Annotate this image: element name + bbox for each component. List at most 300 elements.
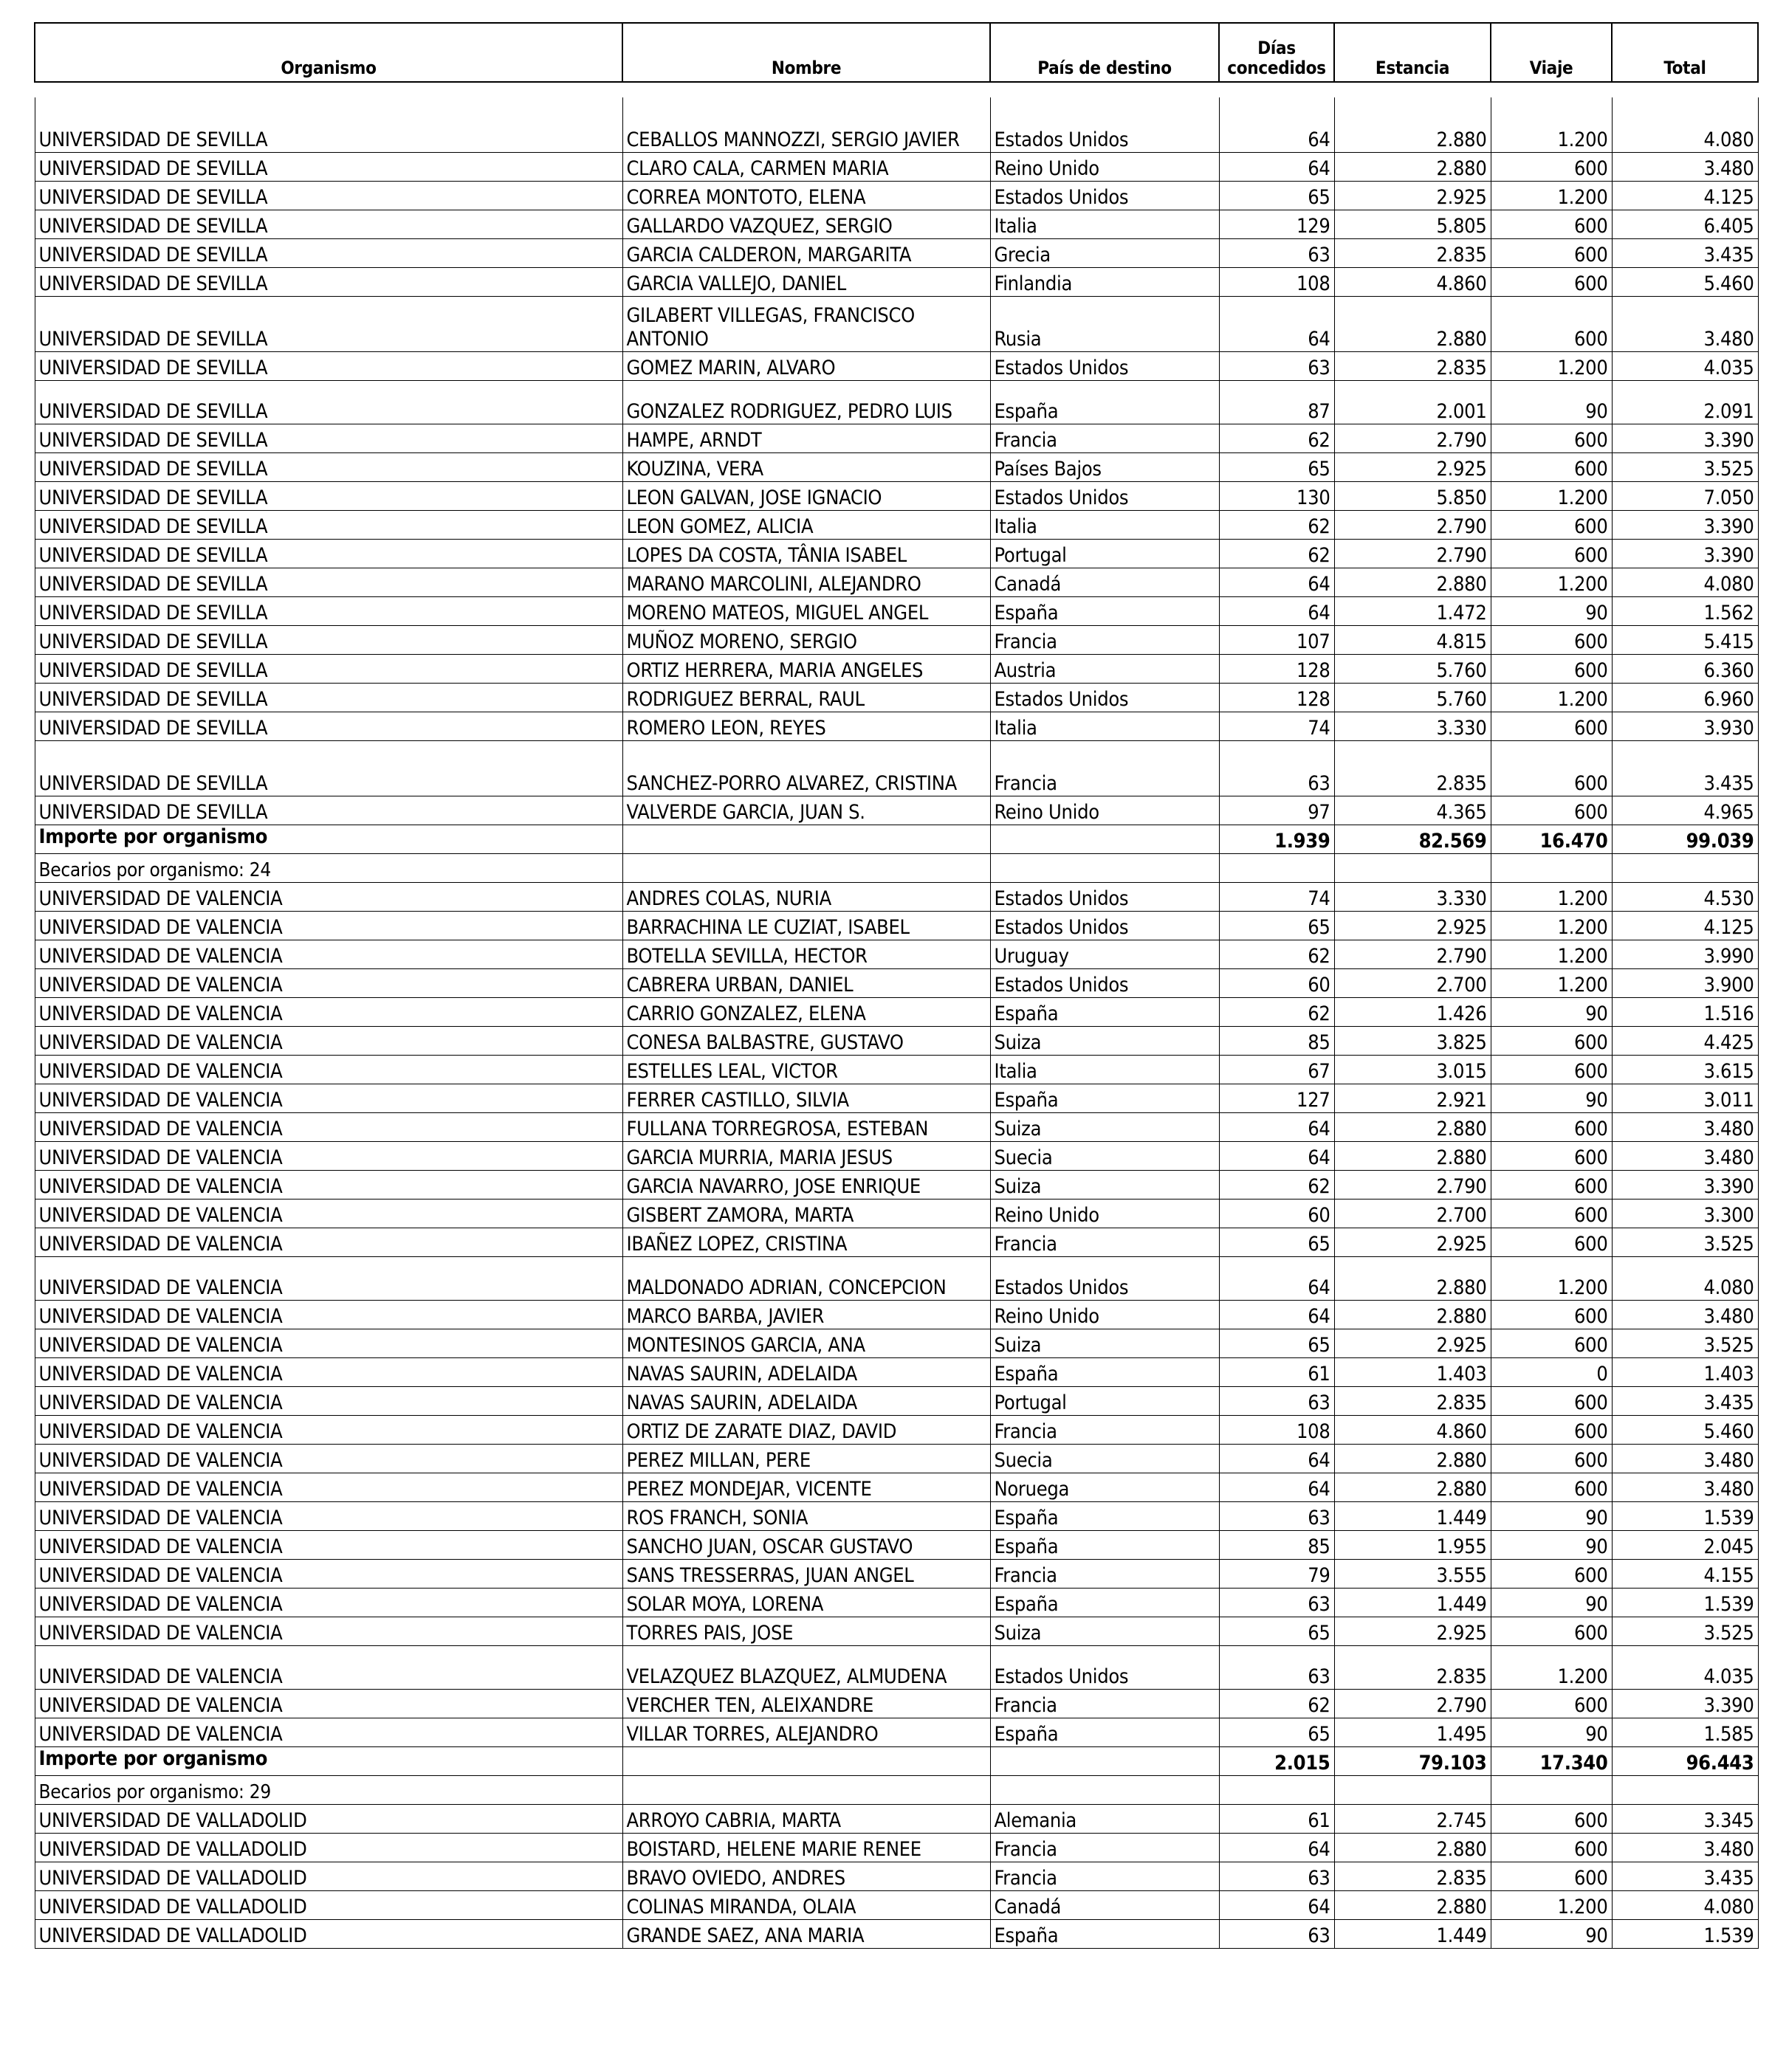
total-cell: 3.390 (1612, 1171, 1758, 1200)
viaje-cell: 1.200 (1491, 482, 1612, 511)
nombre-cell: KOUZINA, VERA (622, 453, 990, 482)
dias-cell: 63 (1219, 239, 1334, 268)
total-cell: 96.443 (1612, 1747, 1758, 1776)
pais-cell: Estados Unidos (990, 883, 1219, 912)
total-cell: 3.480 (1612, 1142, 1758, 1171)
table-row (35, 1445, 1758, 1473)
dias-cell: 64 (1219, 1891, 1334, 1920)
nombre-cell: ROMERO LEON, REYES (622, 712, 990, 741)
viaje-cell (1491, 1776, 1612, 1805)
pais-cell: España (990, 1502, 1219, 1531)
organismo-cell: UNIVERSIDAD DE VALENCIA (35, 1617, 622, 1646)
table-row (35, 998, 1758, 1027)
organismo-cell: UNIVERSIDAD DE VALENCIA (35, 1084, 622, 1113)
pais-cell: Suiza (990, 1329, 1219, 1358)
table-row (35, 453, 1758, 482)
total-cell: 7.050 (1612, 482, 1758, 511)
organismo-cell: UNIVERSIDAD DE SEVILLA (35, 626, 622, 655)
table-row (35, 1228, 1758, 1257)
viaje-cell: 600 (1491, 1056, 1612, 1084)
nombre-cell: MALDONADO ADRIAN, CONCEPCION (622, 1257, 990, 1301)
table-row (35, 1502, 1758, 1531)
viaje-cell: 1.200 (1491, 568, 1612, 597)
organismo-cell: UNIVERSIDAD DE VALENCIA (35, 883, 622, 912)
viaje-cell (1491, 854, 1612, 883)
total-cell: 3.390 (1612, 511, 1758, 540)
pais-cell: España (990, 1589, 1219, 1617)
pais-cell: Estados Unidos (990, 912, 1219, 940)
organismo-cell: UNIVERSIDAD DE SEVILLA (35, 712, 622, 741)
table-row (35, 1416, 1758, 1445)
nombre-cell: GARCIA VALLEJO, DANIEL (622, 268, 990, 297)
table-row (35, 1387, 1758, 1416)
nombre-cell: SANS TRESSERRAS, JUAN ANGEL (622, 1560, 990, 1589)
estancia-cell: 2.835 (1334, 1387, 1491, 1416)
organismo-cell: UNIVERSIDAD DE SEVILLA (35, 182, 622, 210)
estancia-cell: 2.880 (1334, 1113, 1491, 1142)
nombre-cell: LEON GALVAN, JOSE IGNACIO (622, 482, 990, 511)
total-cell: 3.390 (1612, 424, 1758, 453)
viaje-cell: 600 (1491, 1805, 1612, 1834)
table-row (35, 940, 1758, 969)
pais-cell: Alemania (990, 1805, 1219, 1834)
dias-cell: 64 (1219, 297, 1334, 352)
viaje-cell: 600 (1491, 153, 1612, 182)
pais-cell: Austria (990, 655, 1219, 684)
pais-cell (990, 825, 1219, 854)
table-row (35, 1617, 1758, 1646)
nombre-cell: MORENO MATEOS, MIGUEL ANGEL (622, 597, 990, 626)
estancia-cell: 4.860 (1334, 1416, 1491, 1445)
total-cell: 3.900 (1612, 969, 1758, 998)
pais-cell: España (990, 1718, 1219, 1747)
viaje-cell: 600 (1491, 1113, 1612, 1142)
estancia-cell: 2.700 (1334, 969, 1491, 998)
organismo-cell: UNIVERSIDAD DE SEVILLA (35, 153, 622, 182)
estancia-cell: 4.815 (1334, 626, 1491, 655)
total-cell: 3.480 (1612, 153, 1758, 182)
header-viaje: Viaje (1491, 23, 1612, 82)
table-row (35, 511, 1758, 540)
table-row (35, 297, 1758, 352)
pais-cell: Suiza (990, 1617, 1219, 1646)
estancia-cell: 2.880 (1334, 97, 1491, 153)
organismo-cell: UNIVERSIDAD DE VALENCIA (35, 1027, 622, 1056)
total-cell: 3.525 (1612, 1329, 1758, 1358)
header-nombre: Nombre (622, 23, 990, 82)
dias-cell: 64 (1219, 1257, 1334, 1301)
viaje-cell: 600 (1491, 1445, 1612, 1473)
total-cell: 3.435 (1612, 1387, 1758, 1416)
organismo-cell: UNIVERSIDAD DE SEVILLA (35, 268, 622, 297)
nombre-cell: CARRIO GONZALEZ, ELENA (622, 998, 990, 1027)
estancia-cell: 1.426 (1334, 998, 1491, 1027)
viaje-cell: 600 (1491, 540, 1612, 568)
total-cell: 3.615 (1612, 1056, 1758, 1084)
viaje-cell: 600 (1491, 1834, 1612, 1862)
estancia-cell: 2.925 (1334, 453, 1491, 482)
pais-cell: Canadá (990, 568, 1219, 597)
nombre-cell: MUÑOZ MORENO, SERGIO (622, 626, 990, 655)
total-cell: 4.035 (1612, 352, 1758, 381)
estancia-cell: 2.880 (1334, 1257, 1491, 1301)
viaje-cell: 600 (1491, 1027, 1612, 1056)
viaje-cell: 1.200 (1491, 352, 1612, 381)
viaje-cell: 600 (1491, 626, 1612, 655)
viaje-cell: 1.200 (1491, 912, 1612, 940)
organismo-cell: UNIVERSIDAD DE VALENCIA (35, 1228, 622, 1257)
dias-cell: 62 (1219, 1171, 1334, 1200)
estancia-cell: 2.880 (1334, 297, 1491, 352)
viaje-cell: 1.200 (1491, 1891, 1612, 1920)
estancia-cell: 2.880 (1334, 1301, 1491, 1329)
total-cell: 4.125 (1612, 182, 1758, 210)
estancia-cell: 1.495 (1334, 1718, 1491, 1747)
viaje-cell: 1.200 (1491, 1257, 1612, 1301)
pais-cell: Suiza (990, 1113, 1219, 1142)
viaje-cell: 90 (1491, 1502, 1612, 1531)
estancia-cell: 2.925 (1334, 182, 1491, 210)
table-row (35, 568, 1758, 597)
table-row (35, 268, 1758, 297)
dias-cell: 64 (1219, 597, 1334, 626)
organismo-cell: Importe por organismo (35, 1747, 622, 1776)
viaje-cell: 1.200 (1491, 684, 1612, 712)
estancia-cell (1334, 1776, 1491, 1805)
viaje-cell: 600 (1491, 1200, 1612, 1228)
total-cell: 3.930 (1612, 712, 1758, 741)
dias-cell (1219, 1776, 1334, 1805)
pais-cell: Francia (990, 424, 1219, 453)
viaje-cell: 90 (1491, 1718, 1612, 1747)
nombre-cell: SANCHO JUAN, OSCAR GUSTAVO (622, 1531, 990, 1560)
estancia-cell: 2.880 (1334, 1445, 1491, 1473)
pais-cell: Francia (990, 626, 1219, 655)
organismo-cell: UNIVERSIDAD DE SEVILLA (35, 540, 622, 568)
estancia-cell: 2.925 (1334, 1228, 1491, 1257)
dias-cell: 64 (1219, 1142, 1334, 1171)
estancia-cell: 2.835 (1334, 239, 1491, 268)
pais-cell: Italia (990, 210, 1219, 239)
pais-cell: Francia (990, 1834, 1219, 1862)
pais-cell: Estados Unidos (990, 352, 1219, 381)
nombre-cell: SOLAR MOYA, LORENA (622, 1589, 990, 1617)
nombre-cell: VERCHER TEN, ALEIXANDRE (622, 1690, 990, 1718)
organismo-cell: UNIVERSIDAD DE VALENCIA (35, 998, 622, 1027)
estancia-cell (1334, 854, 1491, 883)
dias-cell: 87 (1219, 381, 1334, 424)
dias-cell: 65 (1219, 1617, 1334, 1646)
organismo-cell: UNIVERSIDAD DE VALENCIA (35, 1473, 622, 1502)
table-row (35, 712, 1758, 741)
table-body (35, 97, 1758, 1949)
table-row (35, 540, 1758, 568)
pais-cell (990, 1776, 1219, 1805)
organismo-cell: UNIVERSIDAD DE VALENCIA (35, 1257, 622, 1301)
dias-cell: 62 (1219, 511, 1334, 540)
organismo-cell: UNIVERSIDAD DE SEVILLA (35, 568, 622, 597)
total-cell: 3.435 (1612, 1862, 1758, 1891)
table-row (35, 97, 1758, 153)
estancia-cell: 2.835 (1334, 1646, 1491, 1690)
organismo-total-row (35, 1747, 1758, 1776)
pais-cell: Estados Unidos (990, 182, 1219, 210)
nombre-cell: VALVERDE GARCIA, JUAN S. (622, 796, 990, 825)
dias-cell: 64 (1219, 1113, 1334, 1142)
viaje-cell: 600 (1491, 1862, 1612, 1891)
organismo-cell: UNIVERSIDAD DE SEVILLA (35, 297, 622, 352)
total-cell: 99.039 (1612, 825, 1758, 854)
estancia-cell: 1.403 (1334, 1358, 1491, 1387)
total-cell (1612, 1776, 1758, 1805)
dias-cell: 60 (1219, 969, 1334, 998)
nombre-cell: GISBERT ZAMORA, MARTA (622, 1200, 990, 1228)
table-row (35, 1171, 1758, 1200)
organismo-cell: Becarios por organismo: 24 (35, 854, 622, 883)
table-row (35, 1920, 1758, 1949)
total-cell: 3.390 (1612, 1690, 1758, 1718)
estancia-cell: 3.330 (1334, 883, 1491, 912)
header-pais: País de destino (990, 23, 1219, 82)
table-row (35, 1056, 1758, 1084)
total-cell: 4.080 (1612, 568, 1758, 597)
total-cell: 3.480 (1612, 1301, 1758, 1329)
estancia-cell: 3.015 (1334, 1056, 1491, 1084)
nombre-cell (622, 825, 990, 854)
nombre-cell: CLARO CALA, CARMEN MARIA (622, 153, 990, 182)
pais-cell: Estados Unidos (990, 482, 1219, 511)
dias-cell: 107 (1219, 626, 1334, 655)
nombre-cell: PEREZ MONDEJAR, VICENTE (622, 1473, 990, 1502)
estancia-cell: 2.790 (1334, 1690, 1491, 1718)
nombre-cell: ROS FRANCH, SONIA (622, 1502, 990, 1531)
dias-cell: 65 (1219, 1228, 1334, 1257)
organismo-cell: UNIVERSIDAD DE VALLADOLID (35, 1862, 622, 1891)
header-spacer (35, 82, 1758, 97)
nombre-cell: LOPES DA COSTA, TÂNIA ISABEL (622, 540, 990, 568)
table-row (35, 1834, 1758, 1862)
total-cell: 1.539 (1612, 1502, 1758, 1531)
becarios-count-row (35, 1776, 1758, 1805)
viaje-cell: 600 (1491, 1301, 1612, 1329)
dias-cell: 128 (1219, 684, 1334, 712)
viaje-cell: 600 (1491, 1387, 1612, 1416)
nombre-cell: CEBALLOS MANNOZZI, SERGIO JAVIER (622, 97, 990, 153)
dias-cell: 63 (1219, 1862, 1334, 1891)
total-cell: 3.390 (1612, 540, 1758, 568)
dias-cell: 62 (1219, 424, 1334, 453)
organismo-cell: UNIVERSIDAD DE SEVILLA (35, 453, 622, 482)
organismo-cell: UNIVERSIDAD DE SEVILLA (35, 796, 622, 825)
organismo-cell: UNIVERSIDAD DE SEVILLA (35, 239, 622, 268)
viaje-cell: 600 (1491, 424, 1612, 453)
nombre-cell: MARCO BARBA, JAVIER (622, 1301, 990, 1329)
total-cell: 4.425 (1612, 1027, 1758, 1056)
nombre-cell: ARROYO CABRIA, MARTA (622, 1805, 990, 1834)
nombre-cell: CORREA MONTOTO, ELENA (622, 182, 990, 210)
viaje-cell: 90 (1491, 998, 1612, 1027)
organismo-cell: UNIVERSIDAD DE SEVILLA (35, 741, 622, 796)
viaje-cell: 600 (1491, 1171, 1612, 1200)
viaje-cell: 1.200 (1491, 883, 1612, 912)
table-row (35, 1646, 1758, 1690)
dias-cell: 63 (1219, 352, 1334, 381)
organismo-cell: UNIVERSIDAD DE VALENCIA (35, 1718, 622, 1747)
pais-cell: Estados Unidos (990, 684, 1219, 712)
table-row (35, 182, 1758, 210)
dias-cell: 64 (1219, 1834, 1334, 1862)
organismo-cell: Becarios por organismo: 29 (35, 1776, 622, 1805)
total-cell: 5.415 (1612, 626, 1758, 655)
table-row (35, 210, 1758, 239)
nombre-cell: NAVAS SAURIN, ADELAIDA (622, 1387, 990, 1416)
total-cell: 4.530 (1612, 883, 1758, 912)
dias-cell: 2.015 (1219, 1747, 1334, 1776)
dias-cell: 64 (1219, 1301, 1334, 1329)
estancia-cell: 5.760 (1334, 684, 1491, 712)
table-row (35, 969, 1758, 998)
dias-cell: 67 (1219, 1056, 1334, 1084)
estancia-cell: 2.835 (1334, 1862, 1491, 1891)
total-cell: 5.460 (1612, 268, 1758, 297)
table-row (35, 1473, 1758, 1502)
table-row (35, 796, 1758, 825)
pais-cell: Uruguay (990, 940, 1219, 969)
dias-cell: 62 (1219, 940, 1334, 969)
pais-cell (990, 1747, 1219, 1776)
organismo-cell: UNIVERSIDAD DE VALENCIA (35, 1560, 622, 1589)
pais-cell: Italia (990, 712, 1219, 741)
table-row (35, 381, 1758, 424)
pais-cell: Rusia (990, 297, 1219, 352)
dias-cell: 65 (1219, 1718, 1334, 1747)
estancia-cell: 3.555 (1334, 1560, 1491, 1589)
total-cell: 3.525 (1612, 453, 1758, 482)
header-organismo: Organismo (35, 23, 622, 82)
organismo-cell: UNIVERSIDAD DE VALENCIA (35, 1171, 622, 1200)
dias-cell: 61 (1219, 1358, 1334, 1387)
estancia-cell: 2.880 (1334, 1891, 1491, 1920)
nombre-cell: VELAZQUEZ BLAZQUEZ, ALMUDENA (622, 1646, 990, 1690)
total-cell: 4.080 (1612, 97, 1758, 153)
pais-cell: Francia (990, 1690, 1219, 1718)
viaje-cell: 90 (1491, 381, 1612, 424)
pais-cell: Reino Unido (990, 1200, 1219, 1228)
table-row (35, 1084, 1758, 1113)
total-cell: 6.960 (1612, 684, 1758, 712)
table-row (35, 626, 1758, 655)
total-cell: 2.091 (1612, 381, 1758, 424)
organismo-cell: UNIVERSIDAD DE VALENCIA (35, 940, 622, 969)
dias-cell: 62 (1219, 1690, 1334, 1718)
estancia-cell: 2.925 (1334, 912, 1491, 940)
pais-cell: Países Bajos (990, 453, 1219, 482)
viaje-cell: 90 (1491, 1920, 1612, 1949)
organismo-cell: UNIVERSIDAD DE VALENCIA (35, 1531, 622, 1560)
dias-cell: 65 (1219, 182, 1334, 210)
viaje-cell: 600 (1491, 1416, 1612, 1445)
nombre-cell: BOISTARD, HELENE MARIE RENEE (622, 1834, 990, 1862)
organismo-cell: UNIVERSIDAD DE VALENCIA (35, 1329, 622, 1358)
nombre-cell: BARRACHINA LE CUZIAT, ISABEL (622, 912, 990, 940)
pais-cell: Italia (990, 511, 1219, 540)
header-dias-line2: concedidos (1227, 58, 1326, 78)
organismo-cell: UNIVERSIDAD DE VALENCIA (35, 1589, 622, 1617)
pais-cell: Estados Unidos (990, 969, 1219, 998)
estancia-cell: 4.860 (1334, 268, 1491, 297)
table-row (35, 1113, 1758, 1142)
total-cell: 1.539 (1612, 1589, 1758, 1617)
estancia-cell: 4.365 (1334, 796, 1491, 825)
pais-cell: Finlandia (990, 268, 1219, 297)
organismo-cell: UNIVERSIDAD DE VALENCIA (35, 1445, 622, 1473)
pais-cell: Estados Unidos (990, 1646, 1219, 1690)
total-cell: 3.525 (1612, 1228, 1758, 1257)
dias-cell: 63 (1219, 1646, 1334, 1690)
total-cell: 3.300 (1612, 1200, 1758, 1228)
table-row (35, 1257, 1758, 1301)
organismo-cell: UNIVERSIDAD DE SEVILLA (35, 684, 622, 712)
table-row (35, 482, 1758, 511)
becarios-count-row (35, 854, 1758, 883)
pais-cell: Francia (990, 1862, 1219, 1891)
organismo-total-row (35, 825, 1758, 854)
total-cell: 3.480 (1612, 297, 1758, 352)
pais-cell: Francia (990, 741, 1219, 796)
total-cell: 3.990 (1612, 940, 1758, 969)
nombre-cell: BOTELLA SEVILLA, HECTOR (622, 940, 990, 969)
table-row (35, 1329, 1758, 1358)
viaje-cell: 600 (1491, 297, 1612, 352)
estancia-cell: 2.880 (1334, 1473, 1491, 1502)
table-row (35, 883, 1758, 912)
nombre-cell: VILLAR TORRES, ALEJANDRO (622, 1718, 990, 1747)
estancia-cell: 5.760 (1334, 655, 1491, 684)
nombre-cell: GILABERT VILLEGAS, FRANCISCO ANTONIO (622, 297, 990, 352)
nombre-cell: ORTIZ HERRERA, MARIA ANGELES (622, 655, 990, 684)
pais-cell: Suiza (990, 1171, 1219, 1200)
organismo-cell: UNIVERSIDAD DE VALLADOLID (35, 1834, 622, 1862)
total-cell: 3.011 (1612, 1084, 1758, 1113)
organismo-cell: UNIVERSIDAD DE VALENCIA (35, 1358, 622, 1387)
estancia-cell: 2.880 (1334, 1142, 1491, 1171)
viaje-cell: 600 (1491, 1228, 1612, 1257)
nombre-cell: FERRER CASTILLO, SILVIA (622, 1084, 990, 1113)
organismo-cell: UNIVERSIDAD DE VALENCIA (35, 1502, 622, 1531)
pais-cell: Portugal (990, 1387, 1219, 1416)
total-cell: 4.080 (1612, 1257, 1758, 1301)
nombre-cell: GOMEZ MARIN, ALVARO (622, 352, 990, 381)
dias-cell: 63 (1219, 741, 1334, 796)
viaje-cell: 600 (1491, 1142, 1612, 1171)
nombre-cell: GARCIA NAVARRO, JOSE ENRIQUE (622, 1171, 990, 1200)
dias-cell: 65 (1219, 453, 1334, 482)
dias-cell: 129 (1219, 210, 1334, 239)
dias-cell: 64 (1219, 153, 1334, 182)
dias-cell: 85 (1219, 1531, 1334, 1560)
pais-cell: Italia (990, 1056, 1219, 1084)
organismo-cell: UNIVERSIDAD DE VALENCIA (35, 1646, 622, 1690)
dias-cell: 60 (1219, 1200, 1334, 1228)
dias-cell: 130 (1219, 482, 1334, 511)
total-cell: 3.480 (1612, 1113, 1758, 1142)
nombre-cell: SANCHEZ-PORRO ALVAREZ, CRISTINA (622, 741, 990, 796)
total-cell: 6.405 (1612, 210, 1758, 239)
organismo-cell: UNIVERSIDAD DE VALLADOLID (35, 1920, 622, 1949)
table-row (35, 1142, 1758, 1171)
viaje-cell: 600 (1491, 1560, 1612, 1589)
estancia-cell: 2.790 (1334, 1171, 1491, 1200)
